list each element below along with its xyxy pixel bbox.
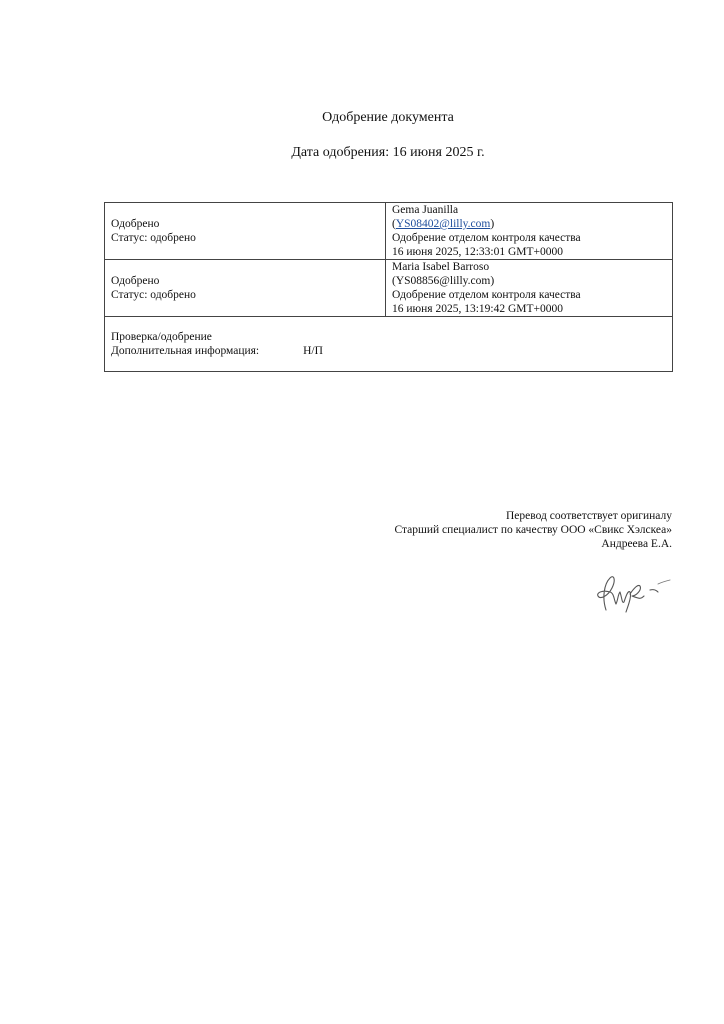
certifier-name: Андреева Е.А. bbox=[601, 538, 672, 550]
approver-name: Gema Juanilla bbox=[392, 204, 459, 216]
review-label: Проверка/одобрение bbox=[111, 331, 212, 343]
approver-name: Maria Isabel Barroso bbox=[392, 261, 490, 273]
email-paren-close: ) bbox=[490, 275, 495, 287]
approval-status: Статус: одобрено bbox=[111, 232, 196, 244]
approver-details-cell bbox=[386, 260, 673, 317]
approval-status: Статус: одобрено bbox=[111, 289, 196, 301]
approver-role: Одобрение отделом контроля качества bbox=[392, 289, 581, 301]
approver-role: Одобрение отделом контроля качества bbox=[392, 232, 581, 244]
approval-row bbox=[105, 260, 673, 317]
extra-info-label: Дополнительная информация: bbox=[111, 345, 260, 357]
email-paren-open: ( bbox=[392, 218, 396, 230]
approval-label: Одобрено bbox=[111, 218, 160, 230]
review-row bbox=[105, 317, 673, 372]
approval-status-cell bbox=[105, 203, 386, 260]
email-paren-open: ( bbox=[392, 275, 396, 287]
approver-email-link[interactable]: YS08402@lilly.com bbox=[395, 218, 491, 230]
handwritten-signature bbox=[592, 570, 672, 616]
approver-email-line bbox=[392, 274, 666, 288]
approval-label: Одобрено bbox=[111, 275, 160, 287]
translation-certification bbox=[394, 509, 672, 551]
approval-row bbox=[105, 203, 673, 260]
page-title: Одобрение документа bbox=[322, 110, 454, 125]
extra-info-value: Н/П bbox=[303, 345, 323, 357]
approval-status-cell bbox=[105, 260, 386, 317]
approval-timestamp: 16 июня 2025, 13:19:42 GMT+0000 bbox=[392, 303, 563, 315]
approval-date: Дата одобрения: 16 июня 2025 г. bbox=[291, 145, 485, 160]
approver-details-cell bbox=[386, 203, 673, 260]
review-cell bbox=[105, 317, 673, 372]
certification-statement: Перевод соответствует оригиналу bbox=[505, 510, 672, 522]
approvals-table bbox=[104, 202, 673, 372]
email-paren-close: ) bbox=[490, 218, 495, 230]
approver-email-line bbox=[392, 217, 666, 231]
approver-email: YS08856@lilly.com bbox=[395, 275, 491, 287]
extra-info-line bbox=[111, 344, 666, 358]
approval-timestamp: 16 июня 2025, 12:33:01 GMT+0000 bbox=[392, 246, 563, 258]
certifier-position: Старший специалист по качеству ООО «Свикс Хэлскеа» bbox=[394, 524, 672, 536]
